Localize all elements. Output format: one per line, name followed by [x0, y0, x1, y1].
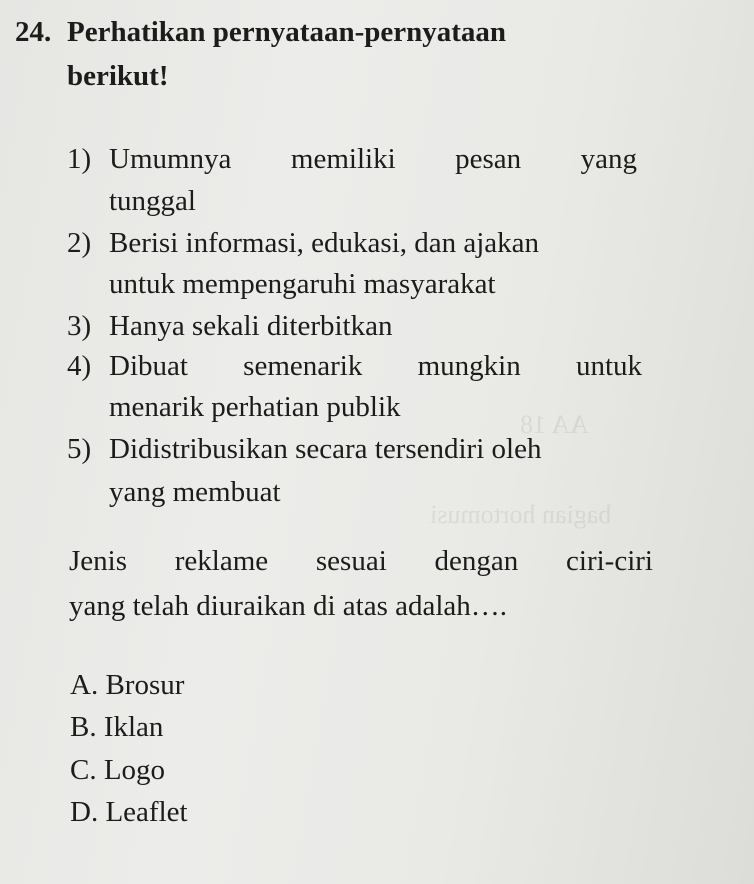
statement-word: untuk: [575, 350, 642, 382]
statement-word: yang: [580, 143, 637, 175]
question-number: 24.: [15, 16, 52, 48]
prompt-word: ciri-ciri: [566, 545, 653, 577]
question-prompt-continued: yang telah diuraikan di atas adalah….: [69, 590, 508, 622]
statement-word: Dibuat: [109, 350, 188, 382]
prompt-word: Jenis: [69, 545, 127, 577]
prompt-word: reklame: [174, 545, 269, 577]
question-title-continued: berikut!: [67, 60, 169, 92]
question-title: Perhatikan pernyataan-pernyataan: [67, 16, 507, 48]
show-through-text: AA 18: [520, 410, 589, 439]
statement-text: [109, 145, 637, 174]
statement-word: semenarik: [243, 350, 363, 382]
statement-word: memiliki: [290, 143, 396, 175]
statement-text: Hanya sekali diterbitkan: [109, 310, 393, 342]
option-letter: D.: [70, 796, 99, 828]
statement-text: Berisi informasi, edukasi, dan ajakan: [109, 227, 540, 259]
statement-text: Didistribusikan secara tersendiri oleh: [109, 433, 542, 465]
statement-number: 2): [67, 227, 92, 259]
option-a[interactable]: [70, 671, 184, 700]
statement-text-continued: tunggal: [109, 185, 196, 217]
option-letter: A.: [70, 669, 99, 701]
statement-number: 4): [67, 350, 92, 382]
option-text: Leaflet: [105, 796, 188, 828]
option-d[interactable]: [70, 798, 188, 827]
statement-number: 5): [67, 433, 92, 465]
option-c[interactable]: [70, 756, 165, 785]
option-letter: C.: [70, 754, 97, 786]
statement-text-continued: yang membuat: [109, 476, 281, 508]
statement-word: mungkin: [417, 350, 521, 382]
option-text: Logo: [103, 754, 166, 786]
statement-number: 3): [67, 310, 92, 342]
statement-word: Umumnya: [109, 143, 232, 175]
statement-text-continued: menarik perhatian publik: [109, 391, 401, 423]
statement-number: 1): [67, 143, 92, 175]
statement-text-continued: untuk mempengaruhi masyarakat: [109, 268, 496, 300]
option-letter: B.: [70, 711, 97, 743]
option-b[interactable]: [70, 713, 163, 742]
question-prompt: [69, 547, 653, 576]
show-through-text: bagian hortomusi: [430, 500, 612, 529]
prompt-word: sesuai: [315, 545, 387, 577]
option-text: Brosur: [105, 669, 185, 701]
option-text: Iklan: [103, 711, 164, 743]
prompt-word: dengan: [434, 545, 519, 577]
statement-word: pesan: [455, 143, 522, 175]
statement-text: [109, 352, 642, 381]
